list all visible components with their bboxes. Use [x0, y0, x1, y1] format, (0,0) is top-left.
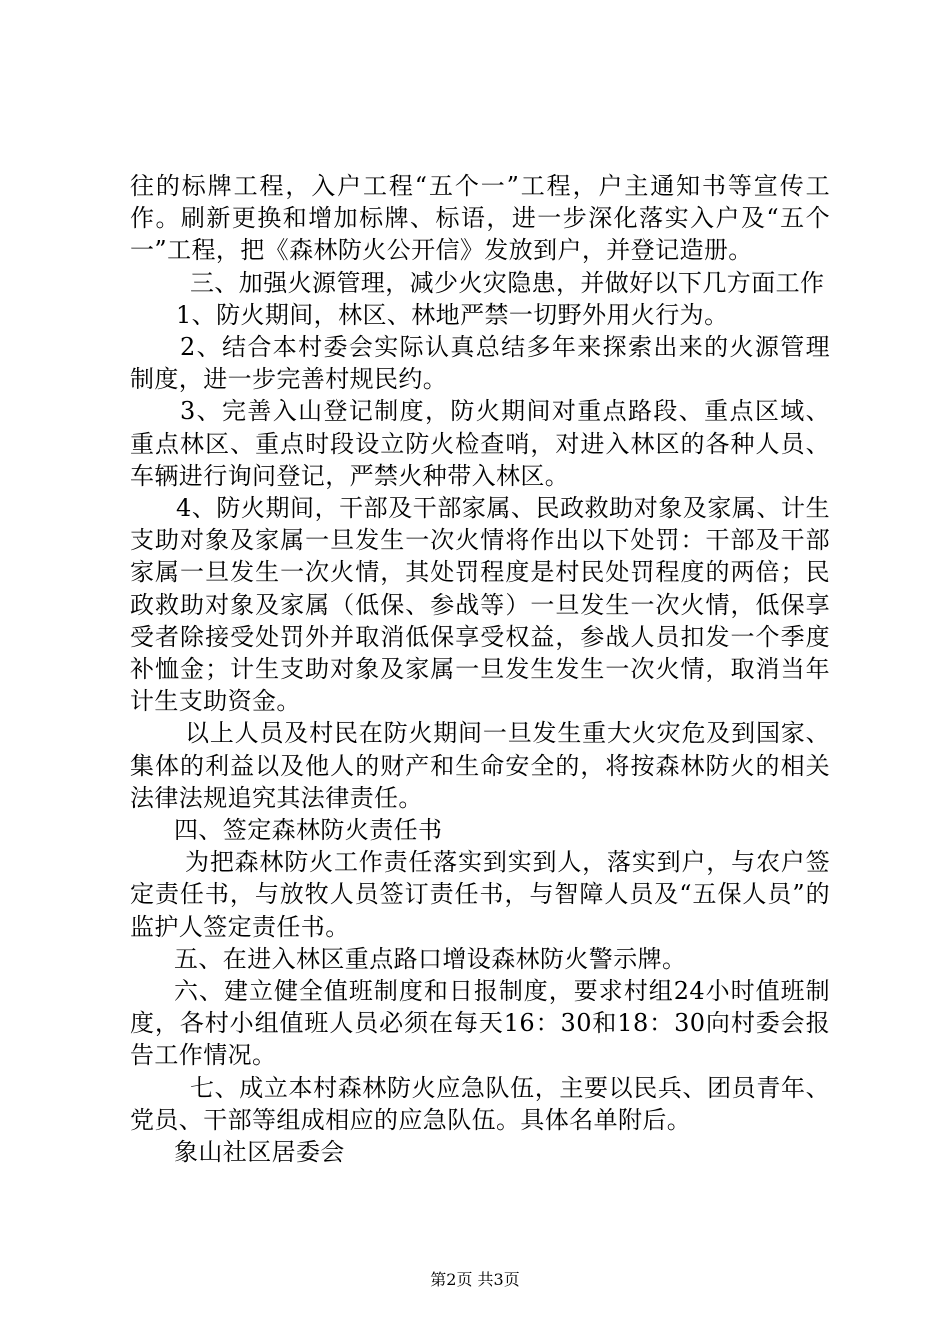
section-heading-emergency-team: 七、成立本村森林防火应急队伍，主要以民兵、团员青年、党员、干部等组成相应的应急队伍。具体名单附后。	[130, 1073, 830, 1134]
section-heading-duty-system: 六、建立健全值班制度和日报制度，要求村组24小时值班制度，各村小组值班人员必须在每天16：30和18：30向村委会报告工作情况。	[130, 977, 830, 1070]
page-indicator: 第2页 共3页	[430, 1270, 520, 1289]
list-item-2: 2、结合本村委会实际认真总结多年来探索出来的火源管理制度，进一步完善村规民约。	[130, 333, 830, 394]
document-body	[130, 170, 830, 1168]
list-item-4: 4、防火期间，干部及干部家属、民政救助对象及家属、计生支助对象及家属一旦发生一次火情将作出以下处罚：干部及干部家属一旦发生一次火情，其处罚程度是村民处罚程度的两倍；民政救助对象及家属（低保、参战等）一旦发生一次火情，低保享受者除接受处罚外并取消低保享受权益，参战人员扣发一个季度补恤金；计生支助对象及家属一旦发生发生一次火情，取消当年计生支助资金。	[130, 494, 830, 716]
list-item-1: 1、防火期间，林区、林地严禁一切野外用火行为。	[176, 300, 729, 329]
section-heading-warning-signs: 五、在进入林区重点路口增设森林防火警示牌。	[174, 944, 687, 973]
signature-organization: 象山社区居委会	[174, 1138, 345, 1167]
section-heading-fire-source-management: 三、加强火源管理，减少火灾隐患，并做好以下几方面工作	[190, 268, 825, 297]
paragraph-continuation: 往的标牌工程，入户工程“五个一”工程，户主通知书等宣传工作。刷新更换和增加标牌、标语，进一步深化落实入户及“五个一”工程，把《森林防火公开信》发放到户，并登记造册。	[130, 172, 830, 265]
paragraph-legal-liability: 以上人员及村民在防火期间一旦发生重大火灾危及到国家、集体的利益以及他人的财产和生命安全的，将按森林防火的相关法律法规追究其法律责任。	[130, 719, 830, 812]
paragraph-responsibility: 为把森林防火工作责任落实到实到人，落实到户，与农户签定责任书，与放牧人员签订责任书，与智障人员及“五保人员”的监护人签定责任书。	[130, 848, 830, 941]
section-heading-responsibility: 四、签定森林防火责任书	[174, 816, 443, 845]
list-item-3: 3、完善入山登记制度，防火期间对重点路段、重点区域、重点林区、重点时段设立防火检查哨，对进入林区的各种人员、车辆进行询问登记，严禁火种带入林区。	[130, 397, 830, 490]
